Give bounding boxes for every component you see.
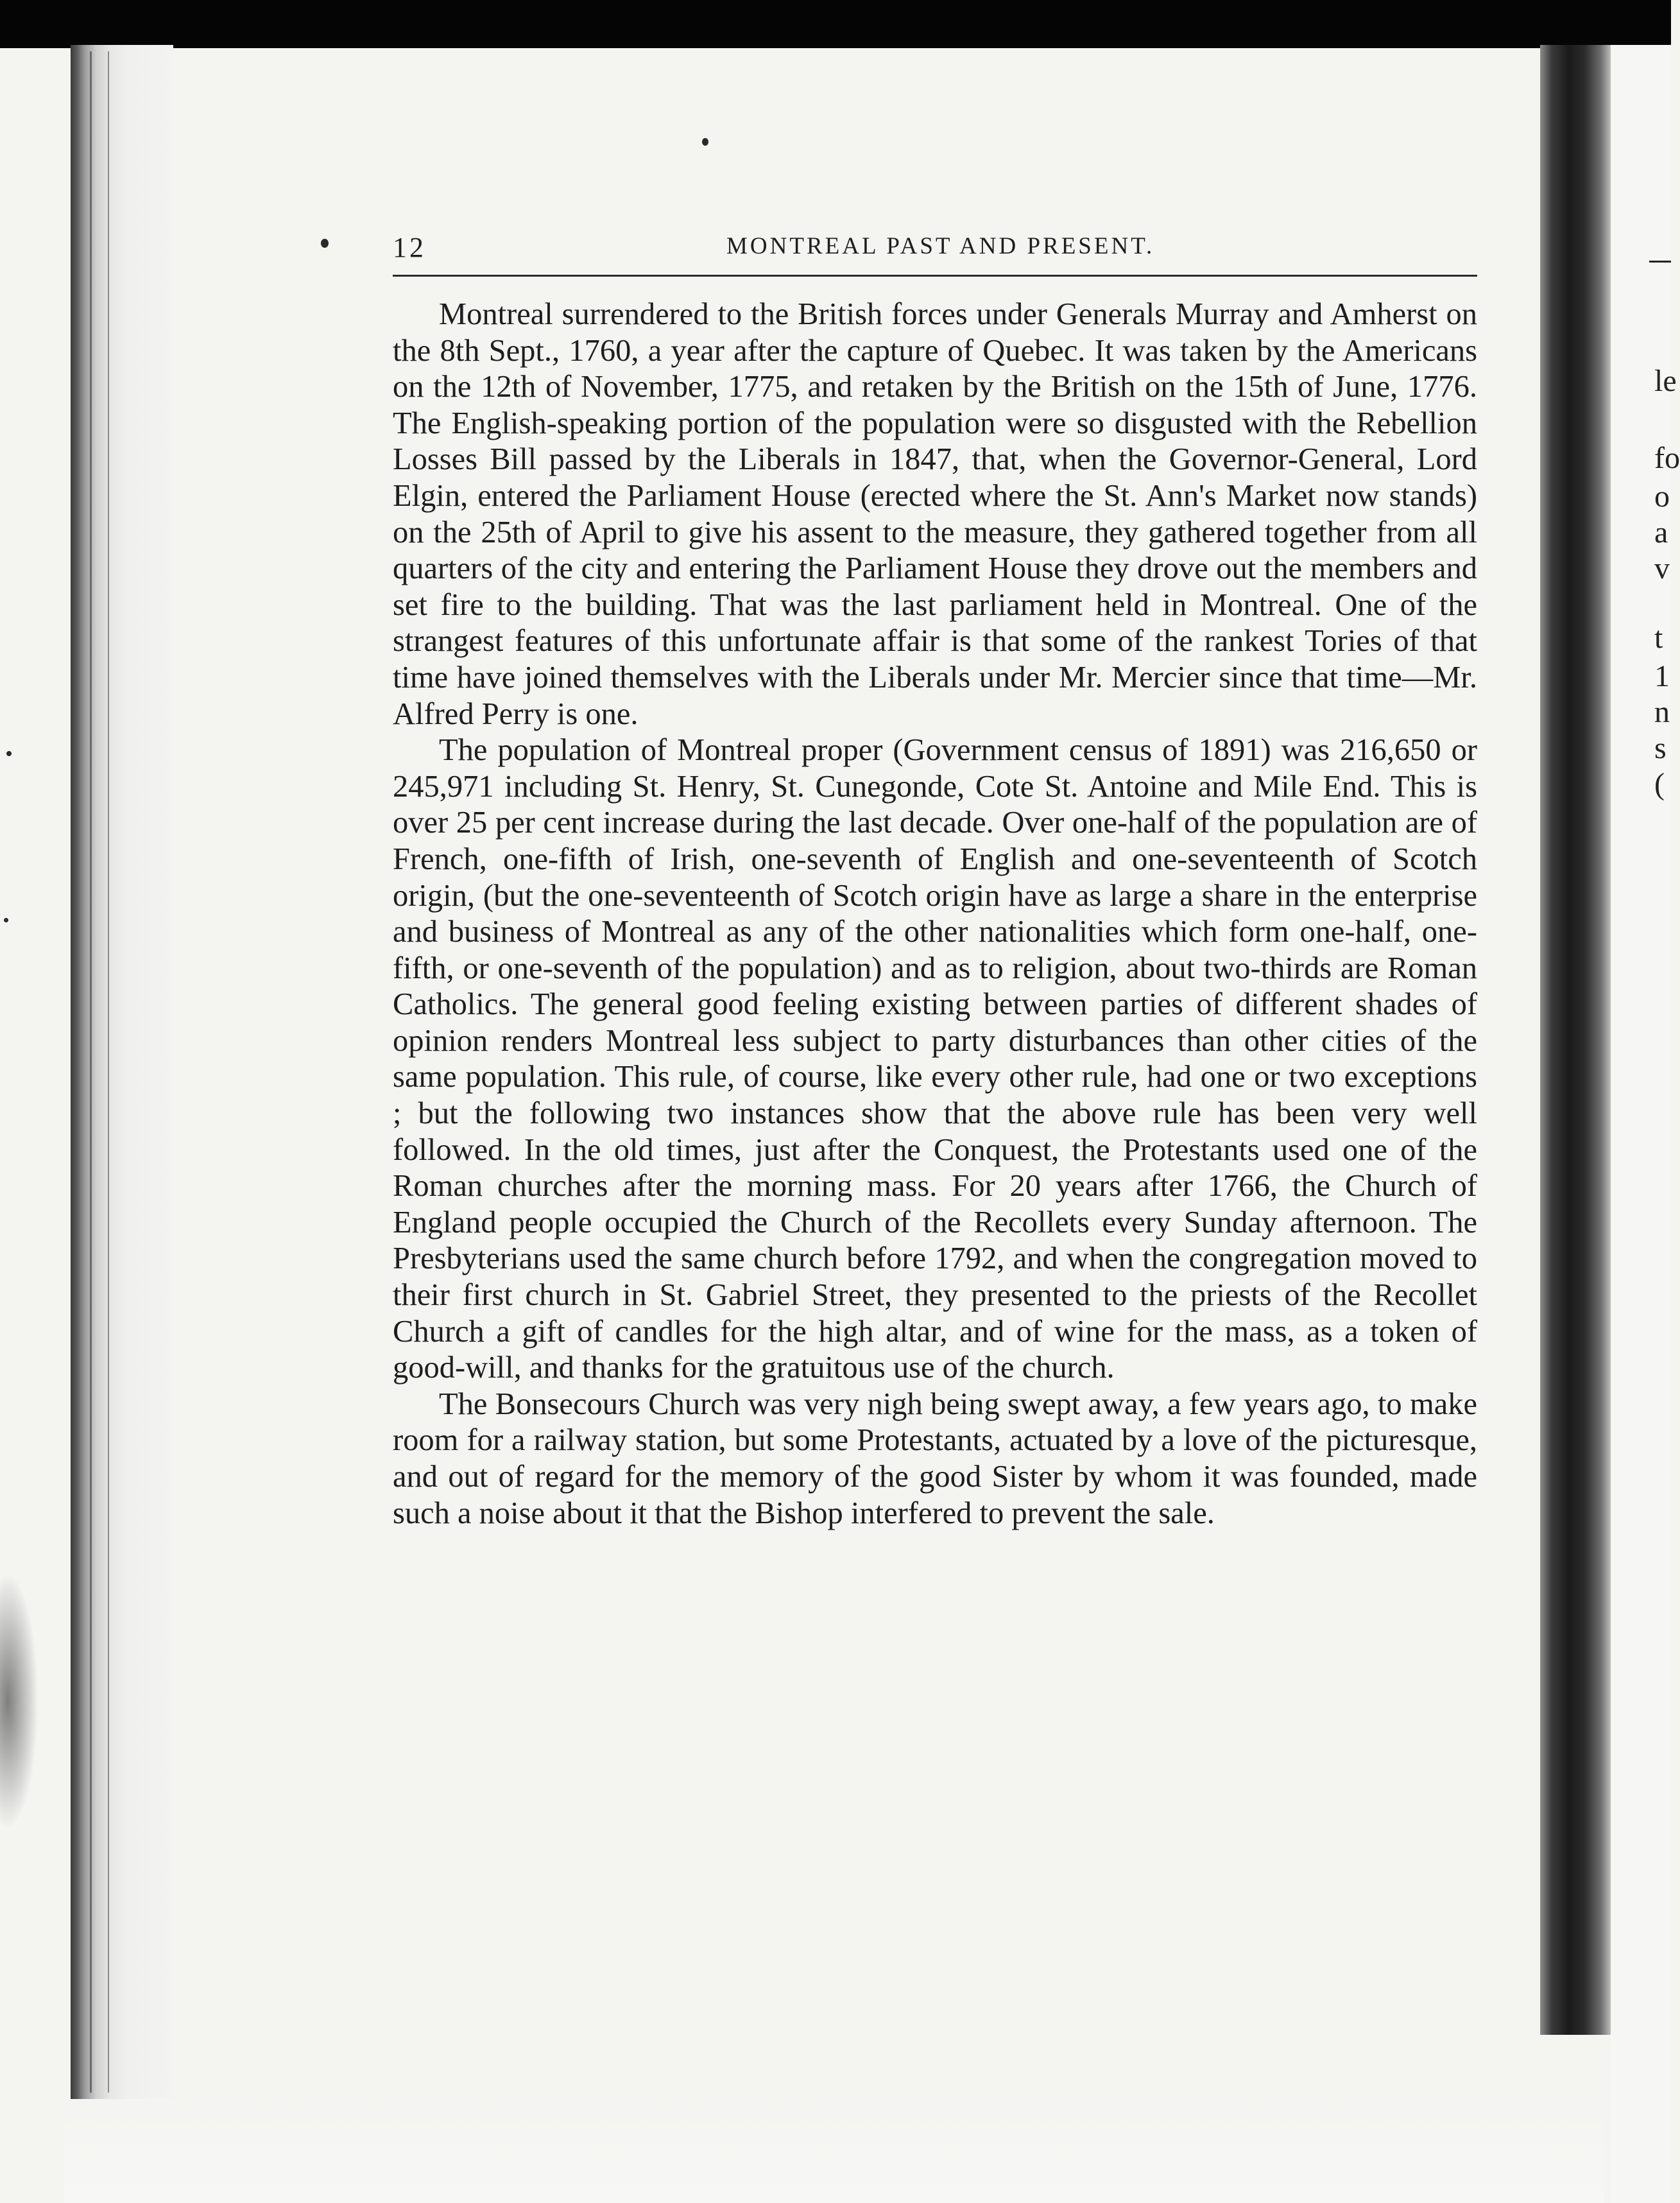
paragraph: The population of Montreal proper (Government census of 1891) was 216,650 or 245,971 including St. Henry, St. Cunegonde, Cote St. Antoine and Mile End. This is over 25 per cent increase during the last decade. Over one-half of the population are of French, one-fifth of Irish, one-seventh of English and one-seventeenth of Scotch origin, (but the one-seventeenth of Scotch origin have as large a share in the enterprise and business of Montreal as any of the other nationalities which form one-half, one-fifth, or one-seventh of the population) and as to religion, about two-thirds are Roman Catholics. The general good feeling existing between parties of different shades of opinion renders Montreal less subject to party disturbances than other cities of the same population. This rule, of course, like every other rule, had one or two exceptions ; but the following two instances show that the above rule has been very well followed. In the old times, just after the Conquest, the Protestants used one of the Roman churches after the morning mass. For 20 years after 1766, the Church of England people occupied the Church of the Recollets every Sunday afternoon. The Presbyterians used the same church before 1792, and when the congregation moved to their first church in St. Gabriel Street, they presented to the priests of the Recollet Church a gift of candles for the high altar, and of wine for the mass, as a token of good-will, and thanks for the gratuitous use of the church. xyxy=(393,733,1477,1385)
book-edge-line xyxy=(108,51,109,2093)
facing-page-fragment: o xyxy=(1654,479,1670,514)
ink-speck xyxy=(702,138,708,146)
facing-page-fragment: s xyxy=(1654,731,1667,765)
facing-page-fragment: ( xyxy=(1654,767,1665,801)
body-text xyxy=(393,297,1477,1532)
page-number: 12 xyxy=(393,232,426,263)
facing-page-fragment: n xyxy=(1654,695,1670,729)
page-bottom xyxy=(64,2099,1604,2203)
facing-page-fragment: v xyxy=(1654,551,1670,585)
facing-page-fragment: le xyxy=(1654,364,1677,398)
header-rule xyxy=(393,275,1477,277)
book-edge-line xyxy=(90,51,92,2093)
facing-page-fragment: a xyxy=(1654,515,1668,549)
ink-speck xyxy=(4,918,8,922)
facing-page-fragment: 1 xyxy=(1654,659,1670,693)
facing-page-fragment: fo xyxy=(1654,441,1680,475)
running-header xyxy=(393,231,1477,270)
running-title: MONTREAL PAST AND PRESENT. xyxy=(726,233,1155,259)
scan-background-top xyxy=(0,0,1671,48)
facing-page-edge xyxy=(1611,45,1680,2203)
facing-page-fragment: t xyxy=(1654,621,1663,655)
scan-noise xyxy=(0,1573,39,1829)
paragraph: Montreal surrendered to the British forces under Generals Murray and Amherst on the 8th Sept., 1760, a year after the capture of Quebec. It was taken by the Americans on the 12th of November, 1775, and retaken by the British on the 15th of June, 1776. The English-speaking portion of the population were so disgusted with the Rebellion Losses Bill passed by the Liberals in 1847, that, when the Governor-General, Lord Elgin, entered the Parliament House (erected where the St. Ann's Market now stands) on the 25th of April to give his assent to the measure, they gathered together from all quarters of the city and entering the Parliament House they drove out the members and set fire to the building. That was the last parliament held in Montreal. One of the strangest features of this unfortunate affair is that some of the rankest Tories of that time have joined themselves with the Liberals under Mr. Mercier since that time—Mr. Alfred Perry is one. xyxy=(393,297,1477,731)
ink-speck xyxy=(321,239,329,248)
book-gutter xyxy=(1540,45,1611,2035)
book-left-edge xyxy=(71,45,173,2112)
facing-page-rule xyxy=(1649,261,1671,263)
paragraph: The Bonsecours Church was very nigh being swept away, a few years ago, to make room for a railway station, but some Protestants, actuated by a love of the picturesque, and out of regard for the memory of the good Sister by whom it was founded, made such a noise about it that the Bishop interfered to prevent the sale. xyxy=(393,1387,1477,1530)
ink-speck xyxy=(6,751,12,756)
